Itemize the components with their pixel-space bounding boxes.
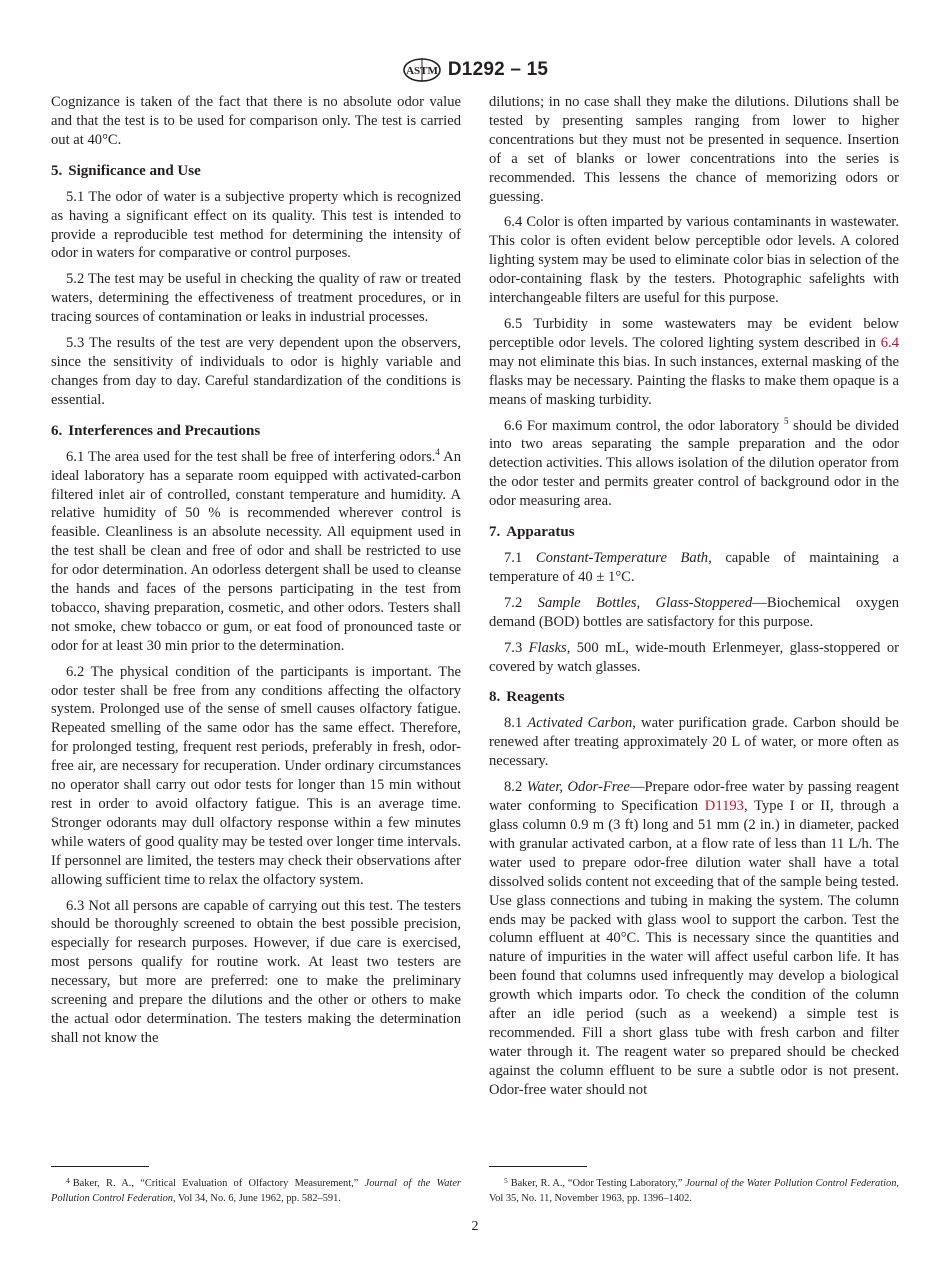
footnote-rule-right	[489, 1166, 587, 1167]
astm-logo-icon	[402, 57, 442, 83]
paragraph-5-1: 5.1 The odor of water is a subjective property which is recognized as having a significant effect on its quality. This test is intended to provide a reproducible test method for determining the intensity of odor in waters for comparative or control purposes.	[51, 188, 461, 262]
paragraph-8-1: 8.1 Activated Carbon, water purification grade. Carbon should be renewed after treating approximately 20 L of water, or more often as necessary.	[489, 715, 899, 770]
paragraph-6-1: 6.1 The area used for the test shall be free of interfering odors.$^4$ An ideal laboratory has a separate room equipped with activated-carbon filtered inlet air of controlled, constant temperature and humidity. A relative humidity of 50 % is recommended wherever control is feasible. Cleanliness is an absolute necessity. All equipment used in the test shall be clean and free of odor and shall be restricted to use for odor determination. An odorless detergent shall be used to cleanse the hands and faces of the persons participating in the test from tobacco, shaving preparation, cosmetic, and other odors. Testers shall not smoke, chew tobacco or gum, or eat food of pronounced taste or odor for at least 30 min prior to the determination.	[51, 446, 461, 654]
paragraph-5-2: 5.2 The test may be useful in checking the quality of raw or treated waters, determining the effectiveness of treatment procedures, or in tracing sources of contamination or leaks in industrial processes.	[51, 271, 461, 326]
footnote-rule-left	[51, 1166, 149, 1167]
link-d1193[interactable]: D1193	[704, 798, 744, 815]
paragraph-6-3: 6.3 Not all persons are capable of carrying out this test. The testers should be thoroughly screened to obtain the best possible precision, especially for research purposes. However, if due care is exercised, most persons qualify for routine work. At least two testers are necessary, but more are preferred: one to make the preliminary screening and prepare the dilutions and the other or others to make the actual odor determination. The testers making the determination shall not know the	[51, 897, 461, 1046]
paragraph-6-6: 6.6 For maximum control, the odor laboratory $^5$ should be divided into two areas separating the sample preparation and the odor detection activities. This allows isolation of the dilution operator from the odor tester and permits greater control of background odor in the odor measuring area.	[489, 415, 899, 510]
footnote-ref-4[interactable]: 4	[435, 446, 440, 457]
paragraph-7-3: 7.3 Flasks, 500 mL, wide-mouth Erlenmeyer, glass-stoppered or covered by watch glasses.	[489, 639, 900, 675]
right-column	[489, 93, 899, 1107]
paragraph-7-1: 7.1 Constant-Temperature Bath, capable of maintaining a temperature of 40 ± 1°C.	[489, 550, 900, 585]
paragraph-6-2: 6.2 The physical condition of the participants is important. The odor tester shall be free from any conditions affecting the olfactory system. Prolonged use of the sense of smell causes olfactory fatigue. Repeated smelling of the same odor has the same effect. Therefore, for prolonged testing, frequent rest periods, preferably in fresh, odor-free air, are necessary for recuperation. Under ordinary circumstances no operator shall carry out odor tests for longer than 15 min without rest in order to avoid olfactory fatigue. This is an average time. Stronger odorants may dull olfactory response within a few minutes while waters of good quality may be tested over longer time intervals. If personnel are limited, the testers may check their observations after allowing sufficient time to relax the olfactory system.	[51, 663, 461, 888]
section-5-heading: 5. Significance and Use	[51, 162, 201, 179]
paragraph-6-4: 6.4 Color is often imparted by various contaminants in wastewater. This color is often evident below perceptible odor levels. A colored lighting system may be used to eliminate color bias in selection of the odor-containing flask by the testers. Photographic safelights with interchangeable filters are useful for this purpose.	[489, 214, 899, 307]
section-7-heading: 7. Apparatus	[489, 524, 575, 541]
footnote-ref-5[interactable]: 5	[783, 415, 789, 426]
svg-text:ASTM: ASTM	[405, 65, 438, 77]
page-header	[0, 56, 950, 84]
paragraph-6-5: 6.5 Turbidity in some wastewaters may be evident below perceptible odor levels. The colored lighting system described in 6.4 may not eliminate this bias. In such instances, external masking of the flasks may be necessary. Painting the flasks to make them opaque is a means of masking turbidity.	[489, 315, 899, 408]
section-8-heading: 8. Reagents	[489, 689, 565, 706]
paragraph-7-2: 7.2 Sample Bottles, Glass-Stoppered—Biochemical oxygen demand (BOD) bottles are satisfactory for this purpose.	[489, 594, 899, 630]
paragraph-8-2: 8.2 Water, Odor-Free—Prepare odor-free water by passing reagent water conforming to Specification D1193, Type I or II, through a glass column 0.9 m (3 ft) long and 51 mm (2 in.) in diameter, packed with granular activated carbon, at a flow rate of less than 11 L/h. The water used to prepare odor-free dilution water shall have a total dissolved solids content not exceeding that of the sample being tested. Use glass connections and tubing in making the system. The column ends may be packed with glass wool to support the carbon. Test the column effluent at 40°C. This is necessary since the quantities and nature of impurities in the water will affect useful carbon life. It has been found that columns used infrequently may develop a biological growth which imparts odor. To check the condition of the column after an idle period (such as a weekend) a simple test is recommended. Fill a short glass tube with fresh carbon and filter water through it. The reagent water so prepared should be checked against the column effluent to be sure a subtle odor is not present. Odor-free water should not	[489, 779, 900, 1098]
paragraph-5-3: 5.3 The results of the test are very dependent upon the observers, since the sensitivity of individuals to odor is highly variable and changes from day to day. Careful standardization of the conditions is essential.	[51, 335, 461, 408]
footnote-4: $^4$ Baker, R. A., “Critical Evaluation of Olfactory Measurement,” Journal of the Water Pollution Control Federation, Vol 34, No. 6, June 1962, pp. 582–591.	[51, 1176, 461, 1204]
section-6-heading: 6. Interferences and Precautions	[51, 422, 261, 439]
page-number: 2	[471, 1219, 479, 1234]
link-6-4[interactable]: 6.4	[880, 334, 899, 351]
footnote-5: $^5$ Baker, R. A., “Odor Testing Laboratory,” Journal of the Water Pollution Control Federation, Vol 35, No. 11, November 1963, pp. 1396–1402.	[489, 1176, 899, 1204]
standard-designation: D1292 – 15	[447, 59, 549, 80]
paragraph-6-3-continued: dilutions; in no case shall they make the dilutions. Dilutions shall be tested by presenting samples ranging from lower to higher concentrations but they must not be presented in sequence. Insertion of a set of blanks or lower concentrations into the series is recommended. This lessens the chance of memorizing odors or guessing.	[489, 94, 899, 205]
intro-paragraph: Cognizance is taken of the fact that there is no absolute odor value and that the test is to be used for comparison only. The test is carried out at 40°C.	[51, 94, 461, 148]
left-column	[51, 93, 461, 1055]
